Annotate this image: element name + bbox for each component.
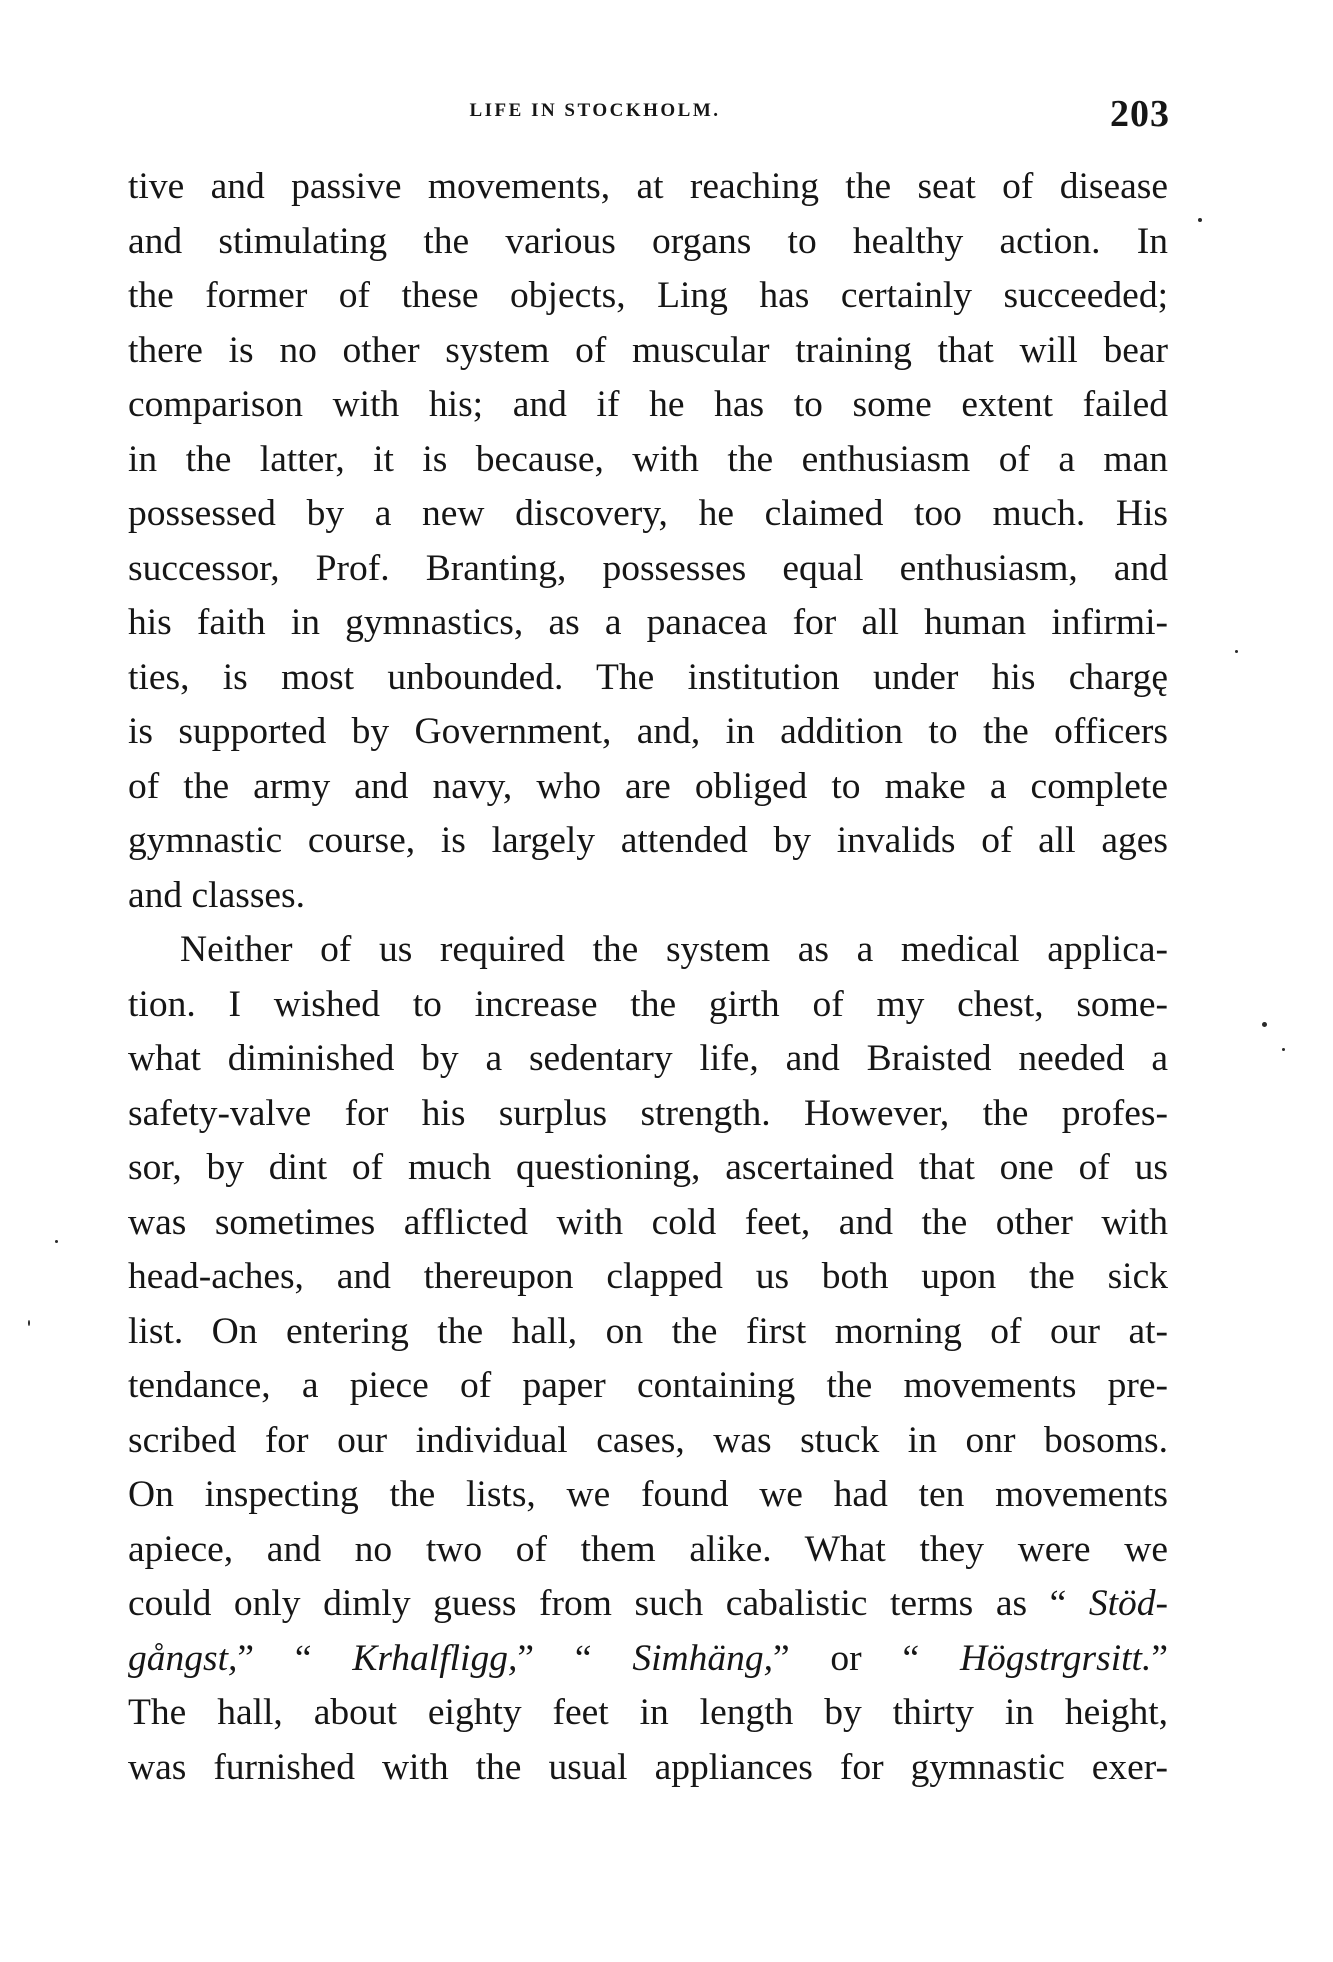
scan-speck [55,1240,58,1243]
text-segment: safety-valve for his surplus strength. However, the profes- [128,1092,1168,1134]
text-line [128,1196,1168,1251]
text-line [128,760,1168,815]
text-segment: list. On entering the hall, on the first morning of our at- [128,1310,1168,1352]
text-line [128,978,1168,1033]
text-segment: Neither of us required the system as a medical applica- [180,929,1168,970]
text-segment: there is no other system of muscular training that will bear [128,329,1168,371]
text-line [128,1359,1168,1414]
text-segment: ” “ [517,1637,633,1679]
text-line [128,269,1168,324]
text-line [128,1577,1168,1632]
text-segment: and stimulating the various organs to healthy action. In [128,220,1168,262]
text-line [128,487,1168,542]
text-segment: ties, is most unbounded. The institution under his chargę [128,656,1168,698]
italic-term: Krhalfligg, [352,1637,518,1679]
text-line [128,1741,1168,1796]
italic-term: Högstrgrsitt. [959,1637,1152,1679]
text-segment: his faith in gymnastics, as a panacea for all human infirmi- [128,602,1168,643]
text-line [128,215,1168,270]
text-line [128,378,1168,433]
text-line [128,1141,1168,1196]
page-number: 203 [1110,93,1170,135]
text-segment: ” or “ [772,1637,960,1679]
text-segment: successor, Prof. Branting, possesses equal enthusiasm, and [128,547,1168,589]
text-line [128,1632,1168,1687]
scan-speck [28,1320,30,1326]
text-segment: The hall, about eighty feet in length by thirty in height, [128,1692,1168,1733]
text-line [128,1305,1168,1360]
text-line [128,651,1168,706]
text-line [128,705,1168,760]
scan-speck [1262,1022,1267,1027]
text-line [128,814,1168,869]
text-segment: tive and passive movements, at reaching the seat of disease [128,166,1168,207]
text-segment: tion. I wished to increase the girth of my chest, some- [128,983,1168,1025]
text-segment: head-aches, and thereupon clapped us both upon the sick [128,1256,1168,1297]
scan-speck [1198,218,1202,222]
text-segment: and classes. [128,874,306,916]
running-title: LIFE IN STOCKHOLM. [469,100,721,121]
italic-term: Simhäng, [632,1637,773,1679]
text-segment: apiece, and no two of them alike. What they were we [128,1528,1168,1570]
text-line [128,1686,1168,1741]
text-line [128,923,1168,978]
text-line [128,160,1168,215]
text-segment: ” “ [237,1637,353,1679]
text-line [128,324,1168,379]
text-segment: possessed by a new discovery, he claimed too much. His [128,493,1168,534]
running-head [130,92,1170,142]
text-segment: tendance, a piece of paper containing the movements pre- [128,1365,1168,1406]
text-line [128,596,1168,651]
text-segment: in the latter, it is because, with the enthusiasm of a man [128,438,1168,480]
text-line [128,542,1168,597]
scan-speck [1282,1048,1285,1051]
text-segment: could only dimly guess from such cabalistic terms as “ [128,1583,1089,1624]
text-segment: the former of these objects, Ling has certainly succeeded; [128,275,1168,316]
text-segment: is supported by Government, and, in addition to the officers [128,711,1168,752]
italic-term: Stöd- [1088,1583,1168,1624]
text-line [128,869,1168,924]
italic-term: gångst, [128,1637,238,1679]
text-segment: scribed for our individual cases, was stuck in onr bosoms. [128,1419,1168,1461]
text-line [128,1468,1168,1523]
text-segment: gymnastic course, is largely attended by invalids of all ages [128,820,1168,861]
text-segment: was furnished with the usual appliances for gymnastic exer- [128,1746,1168,1788]
text-segment: ” [1151,1637,1168,1679]
text-segment: of the army and navy, who are obliged to make a complete [128,765,1168,807]
text-line [128,1032,1168,1087]
text-line [128,433,1168,488]
text-segment: comparison with his; and if he has to some extent failed [128,384,1168,425]
text-segment: was sometimes afflicted with cold feet, and the other with [128,1201,1168,1243]
body-text [128,160,1168,1795]
scan-speck [1235,650,1238,653]
text-line [128,1250,1168,1305]
text-line [128,1523,1168,1578]
text-segment: sor, by dint of much questioning, ascertained that one of us [128,1147,1168,1188]
text-segment: On inspecting the lists, we found we had ten movements [128,1474,1168,1515]
text-line [128,1087,1168,1142]
text-line [128,1414,1168,1469]
text-segment: what diminished by a sedentary life, and Braisted needed a [128,1038,1168,1079]
